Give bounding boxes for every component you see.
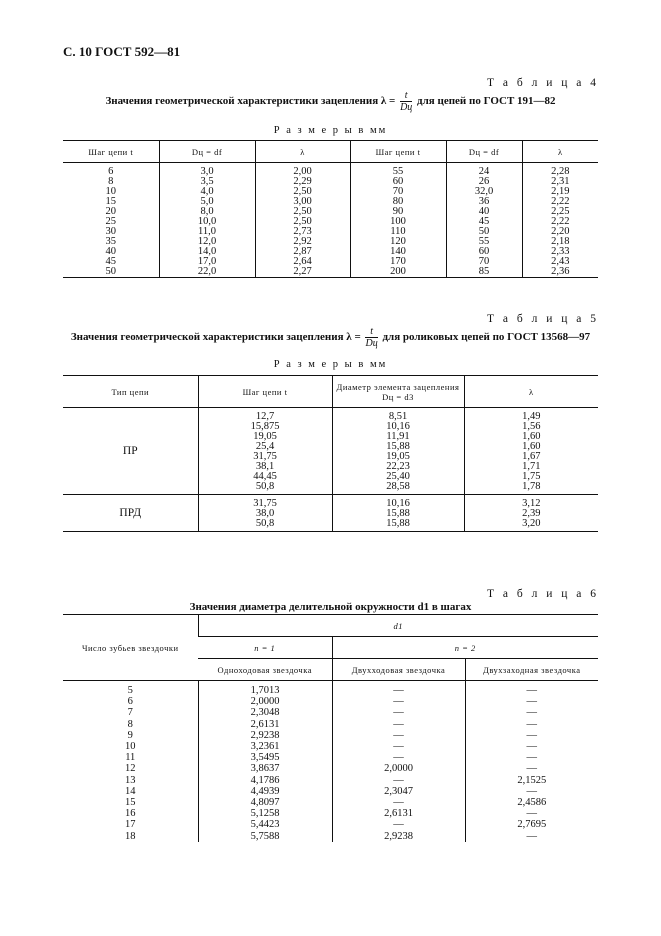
page-header: С. 10 ГОСТ 592—81: [63, 44, 181, 59]
table-cell: 110: [350, 227, 446, 237]
table5-pitch-cell: [198, 408, 332, 495]
table-cell: 32,0: [446, 187, 522, 197]
table-row: [63, 775, 598, 786]
table-cell: 60: [446, 247, 522, 257]
table5-lambda-cell: [464, 408, 598, 495]
table-row: [63, 831, 598, 842]
table-cell: 2,50: [255, 187, 350, 197]
table-row: [63, 808, 598, 819]
table-cell: —: [465, 730, 598, 741]
table-cell: —: [465, 831, 598, 842]
table-cell: 2,9238: [332, 831, 465, 842]
table-cell: 13: [125, 774, 136, 786]
table-row: [63, 187, 598, 197]
table-cell: 35: [105, 236, 116, 247]
table-cell: 2,22: [522, 197, 598, 207]
value: 2,39: [522, 508, 541, 519]
table-cell: 3,0: [159, 163, 255, 178]
value: 8,51: [388, 411, 408, 422]
table-cell: —: [332, 752, 465, 763]
value: 19,05: [386, 451, 410, 462]
table-cell: 2,27: [255, 267, 350, 278]
table-cell: 8,0: [159, 207, 255, 217]
table-cell: 80: [350, 197, 446, 207]
table-cell: 15: [105, 196, 116, 207]
value: 10,16: [386, 421, 410, 432]
value: 3,20: [522, 518, 541, 529]
table-cell: 55: [350, 163, 446, 178]
table6-title: Значения диаметра делительной окружности d1 в шагах: [189, 601, 472, 613]
table-row: [63, 819, 598, 830]
table-row: [63, 786, 598, 797]
table5-label: Т а б л и ц а 5: [486, 313, 599, 325]
table-cell: 4,4939: [198, 786, 332, 797]
table6-label: Т а б л и ц а 6: [486, 588, 599, 600]
chain-type-cell: ПР: [122, 445, 138, 457]
table-cell: 4,0: [159, 187, 255, 197]
table-cell: 2,87: [255, 247, 350, 257]
table-cell: 90: [350, 207, 446, 217]
table5-title: [0, 326, 661, 349]
table-cell: 2,0000: [332, 763, 465, 774]
table-row: [63, 681, 598, 697]
table-cell: 2,6131: [198, 719, 332, 730]
table-cell: 10,0: [159, 217, 255, 227]
table-cell: 45: [105, 256, 116, 267]
table-cell: 2,19: [522, 187, 598, 197]
table5-body: [63, 408, 598, 532]
table-cell: —: [332, 681, 465, 697]
table-cell: —: [465, 786, 598, 797]
table-row: [63, 719, 598, 730]
table-row: [63, 207, 598, 217]
table6-body: [63, 681, 598, 842]
table-cell: 2,64: [255, 257, 350, 267]
table-row-group: [63, 408, 598, 495]
value: 25,40: [386, 471, 410, 482]
value: 38,0: [255, 508, 275, 519]
table-cell: 60: [350, 177, 446, 187]
table4-body: [63, 163, 598, 278]
value: 31,75: [253, 451, 277, 462]
table-cell: 36: [446, 197, 522, 207]
value: 15,875: [250, 421, 280, 432]
table-row: [63, 227, 598, 237]
table-cell: 2,18: [522, 237, 598, 247]
table-cell: 2,3048: [198, 707, 332, 718]
table-cell: 10: [105, 186, 116, 197]
table6-header-double-start: Двухзаходная звездочка: [465, 659, 598, 681]
value: 1,60: [522, 441, 541, 452]
value: 15,88: [386, 518, 410, 529]
table5-header: Шаг цепи t: [198, 376, 332, 408]
table-cell: 70: [350, 187, 446, 197]
table-cell: —: [332, 707, 465, 718]
table-cell: 11,0: [159, 227, 255, 237]
table-row: [63, 163, 598, 178]
table5-fraction: [365, 326, 377, 349]
table-cell: 17,0: [159, 257, 255, 267]
table-cell: —: [332, 819, 465, 830]
table-cell: 12,0: [159, 237, 255, 247]
table-cell: 15: [125, 797, 136, 809]
table5-header: λ: [464, 376, 598, 408]
table5-frac-num: t: [365, 326, 377, 338]
table-cell: 3,5495: [198, 752, 332, 763]
table4-title-post: для цепей по ГОСТ 191—82: [417, 95, 556, 108]
table4-frac-den: Dц: [400, 102, 413, 113]
table6-header-n2: n = 2: [332, 637, 598, 659]
table-cell: 11: [125, 752, 136, 764]
table-row: [63, 257, 598, 267]
table-cell: 5,0: [159, 197, 255, 207]
table-cell: 2,6131: [332, 808, 465, 819]
table-cell: 55: [446, 237, 522, 247]
table-cell: 26: [446, 177, 522, 187]
table-cell: 2,4586: [465, 797, 598, 808]
value: 38,1: [255, 461, 275, 472]
value: 44,45: [253, 471, 277, 482]
chain-type-cell: ПРД: [119, 507, 142, 519]
value: 3,12: [522, 498, 541, 509]
value: 50,8: [255, 481, 275, 492]
table-cell: —: [465, 719, 598, 730]
table-cell: 10: [125, 741, 136, 753]
table-cell: 17: [125, 819, 136, 831]
table5-title-pre: Значения геометрической характеристики зацепления λ =: [70, 331, 361, 344]
table-cell: 120: [350, 237, 446, 247]
table-row: [63, 752, 598, 763]
table-cell: 50: [446, 227, 522, 237]
table-cell: 3,2361: [198, 741, 332, 752]
table-cell: —: [332, 775, 465, 786]
table-cell: 2,73: [255, 227, 350, 237]
table4-header: λ: [255, 141, 350, 163]
table-cell: 4,1786: [198, 775, 332, 786]
value: 1,78: [522, 481, 541, 492]
table-cell: 8: [108, 176, 114, 187]
table-cell: —: [465, 808, 598, 819]
table-cell: 20: [105, 206, 116, 217]
table-cell: —: [465, 696, 598, 707]
table-cell: 50: [105, 266, 116, 277]
table-cell: 18: [125, 830, 136, 842]
table-cell: 7: [127, 707, 133, 719]
table4-header: Шаг цепи t: [63, 141, 159, 163]
table-cell: 2,28: [522, 163, 598, 178]
table-row: [63, 177, 598, 187]
value: 31,75: [253, 498, 277, 509]
table-cell: 2,31: [522, 177, 598, 187]
table5-header: Тип цепи: [63, 376, 198, 408]
table-cell: 2,1525: [465, 775, 598, 786]
table-row: [63, 197, 598, 207]
table-cell: —: [332, 741, 465, 752]
table-cell: 85: [446, 267, 522, 278]
table-row: [63, 741, 598, 752]
value: 25,4: [255, 441, 275, 452]
table-cell: 30: [105, 226, 116, 237]
table-cell: 200: [350, 267, 446, 278]
table4-frac-num: t: [400, 90, 412, 102]
table-cell: 3,5: [159, 177, 255, 187]
table-cell: 9: [127, 729, 133, 741]
table-cell: 25: [105, 216, 116, 227]
table-cell: 5,4423: [198, 819, 332, 830]
table-cell: 22,0: [159, 267, 255, 278]
table-row: [63, 267, 598, 278]
table4-label: Т а б л и ц а 4: [486, 77, 599, 89]
table-cell: —: [465, 707, 598, 718]
table-cell: 2,7695: [465, 819, 598, 830]
table5-diam-cell: [332, 495, 464, 532]
table-row: [63, 696, 598, 707]
table-cell: —: [465, 763, 598, 774]
table-cell: 16: [125, 808, 136, 820]
table4-header: Dц = df: [446, 141, 522, 163]
table4-title-pre: Значения геометрической характеристики зацепления λ =: [105, 95, 396, 108]
table-row-group: [63, 495, 598, 532]
table-cell: —: [332, 730, 465, 741]
value: 1,56: [522, 421, 541, 432]
table6-header-d: d1: [198, 615, 598, 637]
table6-header-n1: n = 1: [198, 637, 332, 659]
table4-header: Шаг цепи t: [350, 141, 446, 163]
table-cell: —: [332, 719, 465, 730]
table4-units: Р а з м е р ы в мм: [273, 125, 388, 136]
table-cell: 70: [446, 257, 522, 267]
table-cell: 2,20: [522, 227, 598, 237]
table-cell: —: [332, 797, 465, 808]
table-cell: 2,0000: [198, 696, 332, 707]
table-cell: 2,25: [522, 207, 598, 217]
value: 15,88: [386, 508, 410, 519]
table-cell: 1,7013: [198, 681, 332, 697]
table-cell: 40: [446, 207, 522, 217]
table-cell: —: [465, 741, 598, 752]
value: 50,8: [255, 518, 275, 529]
value: 1,71: [522, 461, 541, 472]
table-cell: 12: [125, 763, 136, 775]
table-cell: 14,0: [159, 247, 255, 257]
table-cell: 2,22: [522, 217, 598, 227]
table-cell: 8: [127, 718, 133, 730]
table5-title-post: для роликовых цепей по ГОСТ 13568—97: [382, 331, 591, 344]
table-cell: 2,3047: [332, 786, 465, 797]
value: 10,16: [386, 498, 410, 509]
value: 1,60: [522, 431, 541, 442]
table4-fraction: [400, 90, 412, 113]
table5-units: Р а з м е р ы в мм: [273, 359, 388, 370]
table5-lambda-cell: [464, 495, 598, 532]
table-cell: 170: [350, 257, 446, 267]
table5-pitch-cell: [198, 495, 332, 532]
table-row: [63, 217, 598, 227]
table-row: [63, 763, 598, 774]
value: 1,49: [522, 411, 541, 422]
table-cell: 45: [446, 217, 522, 227]
table5-header: Диаметр элемента зацепления Dц = d3: [332, 376, 464, 408]
table-cell: 140: [350, 247, 446, 257]
table-cell: 3,00: [255, 197, 350, 207]
table-cell: 6: [127, 696, 133, 708]
table4-header: Dц = df: [159, 141, 255, 163]
table-cell: 4,8097: [198, 797, 332, 808]
table-cell: 14: [125, 785, 136, 797]
table-cell: 2,33: [522, 247, 598, 257]
table-cell: 5,1258: [198, 808, 332, 819]
table-cell: 2,50: [255, 217, 350, 227]
value: 22,23: [386, 461, 410, 472]
table-cell: 2,9238: [198, 730, 332, 741]
table-cell: 2,00: [255, 163, 350, 178]
table6-header-double-stroke: Двухходовая звездочка: [332, 659, 465, 681]
table-cell: 2,92: [255, 237, 350, 247]
value: 1,67: [522, 451, 541, 462]
table-row: [63, 797, 598, 808]
value: 28,58: [386, 481, 410, 492]
table-cell: 5,7588: [198, 831, 332, 842]
table-row: [63, 730, 598, 741]
table-cell: —: [465, 752, 598, 763]
table-row: [63, 707, 598, 718]
table6-header-single: Одноходовая звездочка: [198, 659, 332, 681]
value: 15,88: [386, 441, 410, 452]
table4: [63, 140, 598, 278]
table-cell: 5: [127, 685, 133, 696]
table4-header: λ: [522, 141, 598, 163]
table5-diam-cell: [332, 408, 464, 495]
value: 11,91: [386, 431, 410, 442]
table5: [63, 375, 598, 532]
value: 19,05: [253, 431, 277, 442]
value: 1,75: [522, 471, 541, 482]
table-cell: 2,29: [255, 177, 350, 187]
table-row: [63, 237, 598, 247]
table4-title: [0, 90, 661, 113]
table-row: [63, 247, 598, 257]
value: 12,7: [255, 411, 275, 422]
table-cell: 100: [350, 217, 446, 227]
table-cell: 2,43: [522, 257, 598, 267]
table-cell: 3,8637: [198, 763, 332, 774]
table-cell: —: [332, 696, 465, 707]
table-cell: 6: [108, 166, 114, 177]
table6-header-teeth: Число зубьев звездочки: [63, 615, 198, 681]
table-cell: 2,50: [255, 207, 350, 217]
table-cell: 24: [446, 163, 522, 178]
table6: [63, 614, 598, 842]
table-cell: 2,36: [522, 267, 598, 278]
table5-frac-den: Dц: [365, 338, 378, 349]
table-cell: —: [465, 681, 598, 697]
table-cell: 40: [105, 246, 116, 257]
